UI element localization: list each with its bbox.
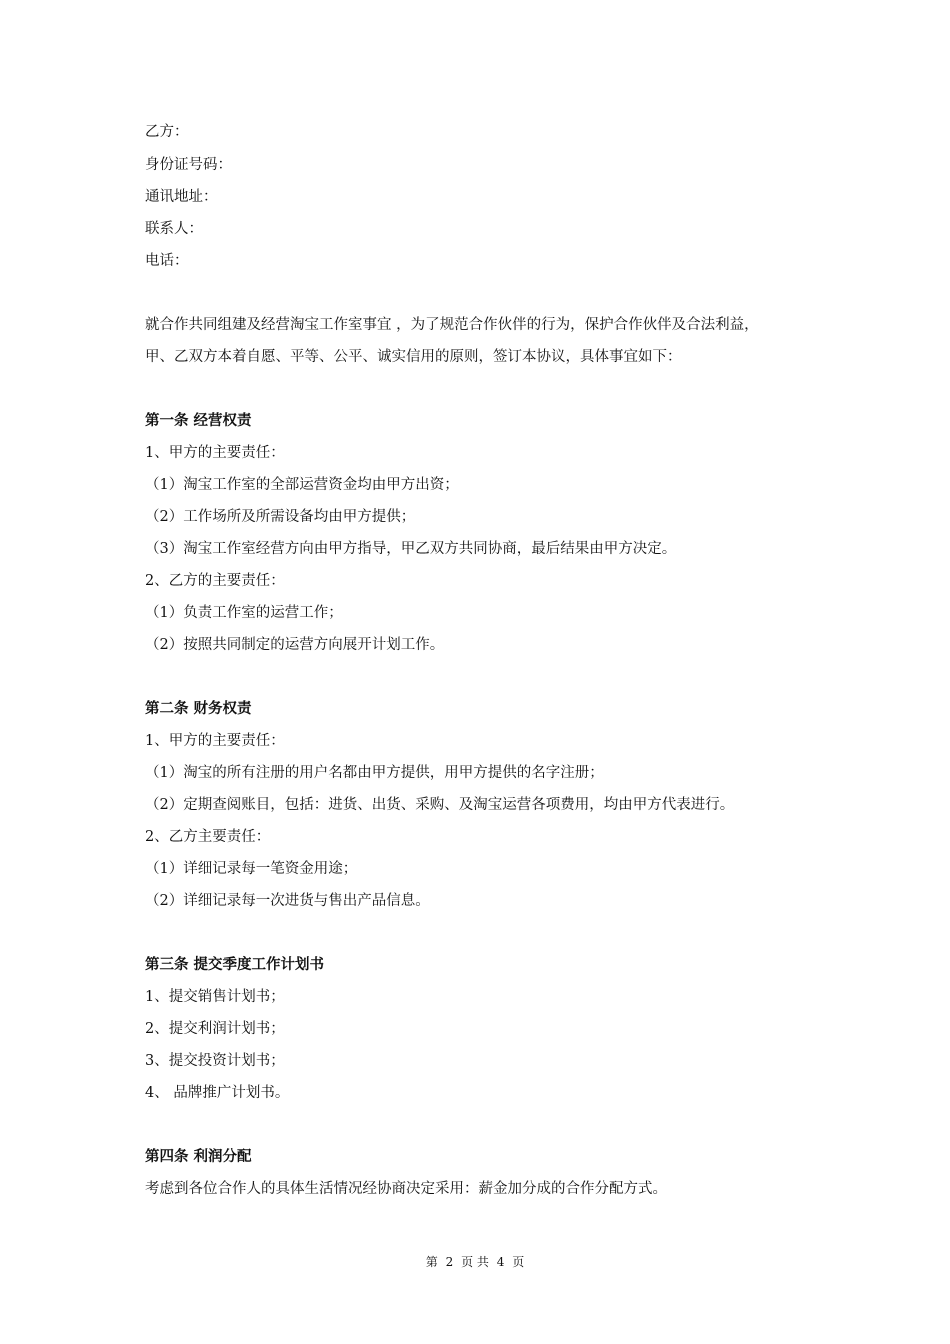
intro-line-2: 甲、乙双方本着自愿、平等、公平、诚实信用的原则，签订本协议，具体事宜如下： <box>145 349 682 365</box>
party-b-contact-label: 联系人： <box>145 221 203 237</box>
article-1-party-b-item: （2）按照共同制定的运营方向展开计划工作。 <box>145 637 445 653</box>
article-3-item: 3、提交投资计划书； <box>145 1053 285 1069</box>
article-2-party-a-item: （1）淘宝的所有注册的用户名都由甲方提供，用甲方提供的名字注册； <box>145 765 604 781</box>
article-3-item: 2、提交利润计划书； <box>145 1021 285 1037</box>
party-b-address-label: 通讯地址： <box>145 189 218 205</box>
article-3-item: 1、提交销售计划书； <box>145 989 285 1005</box>
article-4-text: 考虑到各位合作人的具体生活情况经协商决定采用：薪金加分成的合作分配方式。 <box>145 1181 667 1197</box>
article-1-party-a-item: （1）淘宝工作室的全部运营资金均由甲方出资； <box>145 477 459 493</box>
footer-prefix: 第 <box>425 1255 438 1269</box>
article-2-title: 第二条 财务权责 <box>145 700 252 717</box>
article-1-party-b-item: （1）负责工作室的运营工作； <box>145 605 343 621</box>
article-2-party-b-item: （2）详细记录每一次进货与售出产品信息。 <box>145 893 430 909</box>
article-2-party-b-item: （1）详细记录每一笔资金用途； <box>145 861 358 877</box>
article-2-party-a-title: 1、甲方的主要责任： <box>145 733 285 749</box>
footer-total-pages: 4 <box>496 1255 505 1269</box>
article-3-item: 4、 品牌推广计划书。 <box>145 1085 290 1101</box>
footer-page-number: 2 <box>445 1255 454 1269</box>
article-1-party-a-item: （3）淘宝工作室经营方向由甲方指导，甲乙双方共同协商，最后结果由甲方决定。 <box>145 541 677 557</box>
footer-middle: 页 共 <box>461 1255 489 1269</box>
article-4-title: 第四条 利润分配 <box>145 1148 252 1165</box>
article-2-party-a-item: （2）定期查阅账目，包括：进货、出货、采购、及淘宝运营各项费用，均由甲方代表进行。 <box>145 797 735 813</box>
party-b-name-label: 乙方： <box>145 124 189 140</box>
party-b-id-label: 身份证号码： <box>145 157 232 173</box>
article-1-party-b-title: 2、乙方的主要责任： <box>145 573 285 589</box>
article-2-party-b-title: 2、乙方主要责任： <box>145 829 271 845</box>
article-1-party-a-item: （2）工作场所及所需设备均由甲方提供； <box>145 509 416 525</box>
page-footer <box>0 1254 950 1270</box>
footer-suffix: 页 <box>512 1255 525 1269</box>
party-b-phone-label: 电话： <box>145 253 189 269</box>
intro-line-1: 就合作共同组建及经营淘宝工作室事宜 ，为了规范合作伙伴的行为，保护合作伙伴及合法利益， <box>145 317 759 333</box>
article-1-title: 第一条 经营权责 <box>145 412 252 429</box>
article-1-party-a-title: 1、甲方的主要责任： <box>145 445 285 461</box>
article-3-title: 第三条 提交季度工作计划书 <box>145 956 325 973</box>
